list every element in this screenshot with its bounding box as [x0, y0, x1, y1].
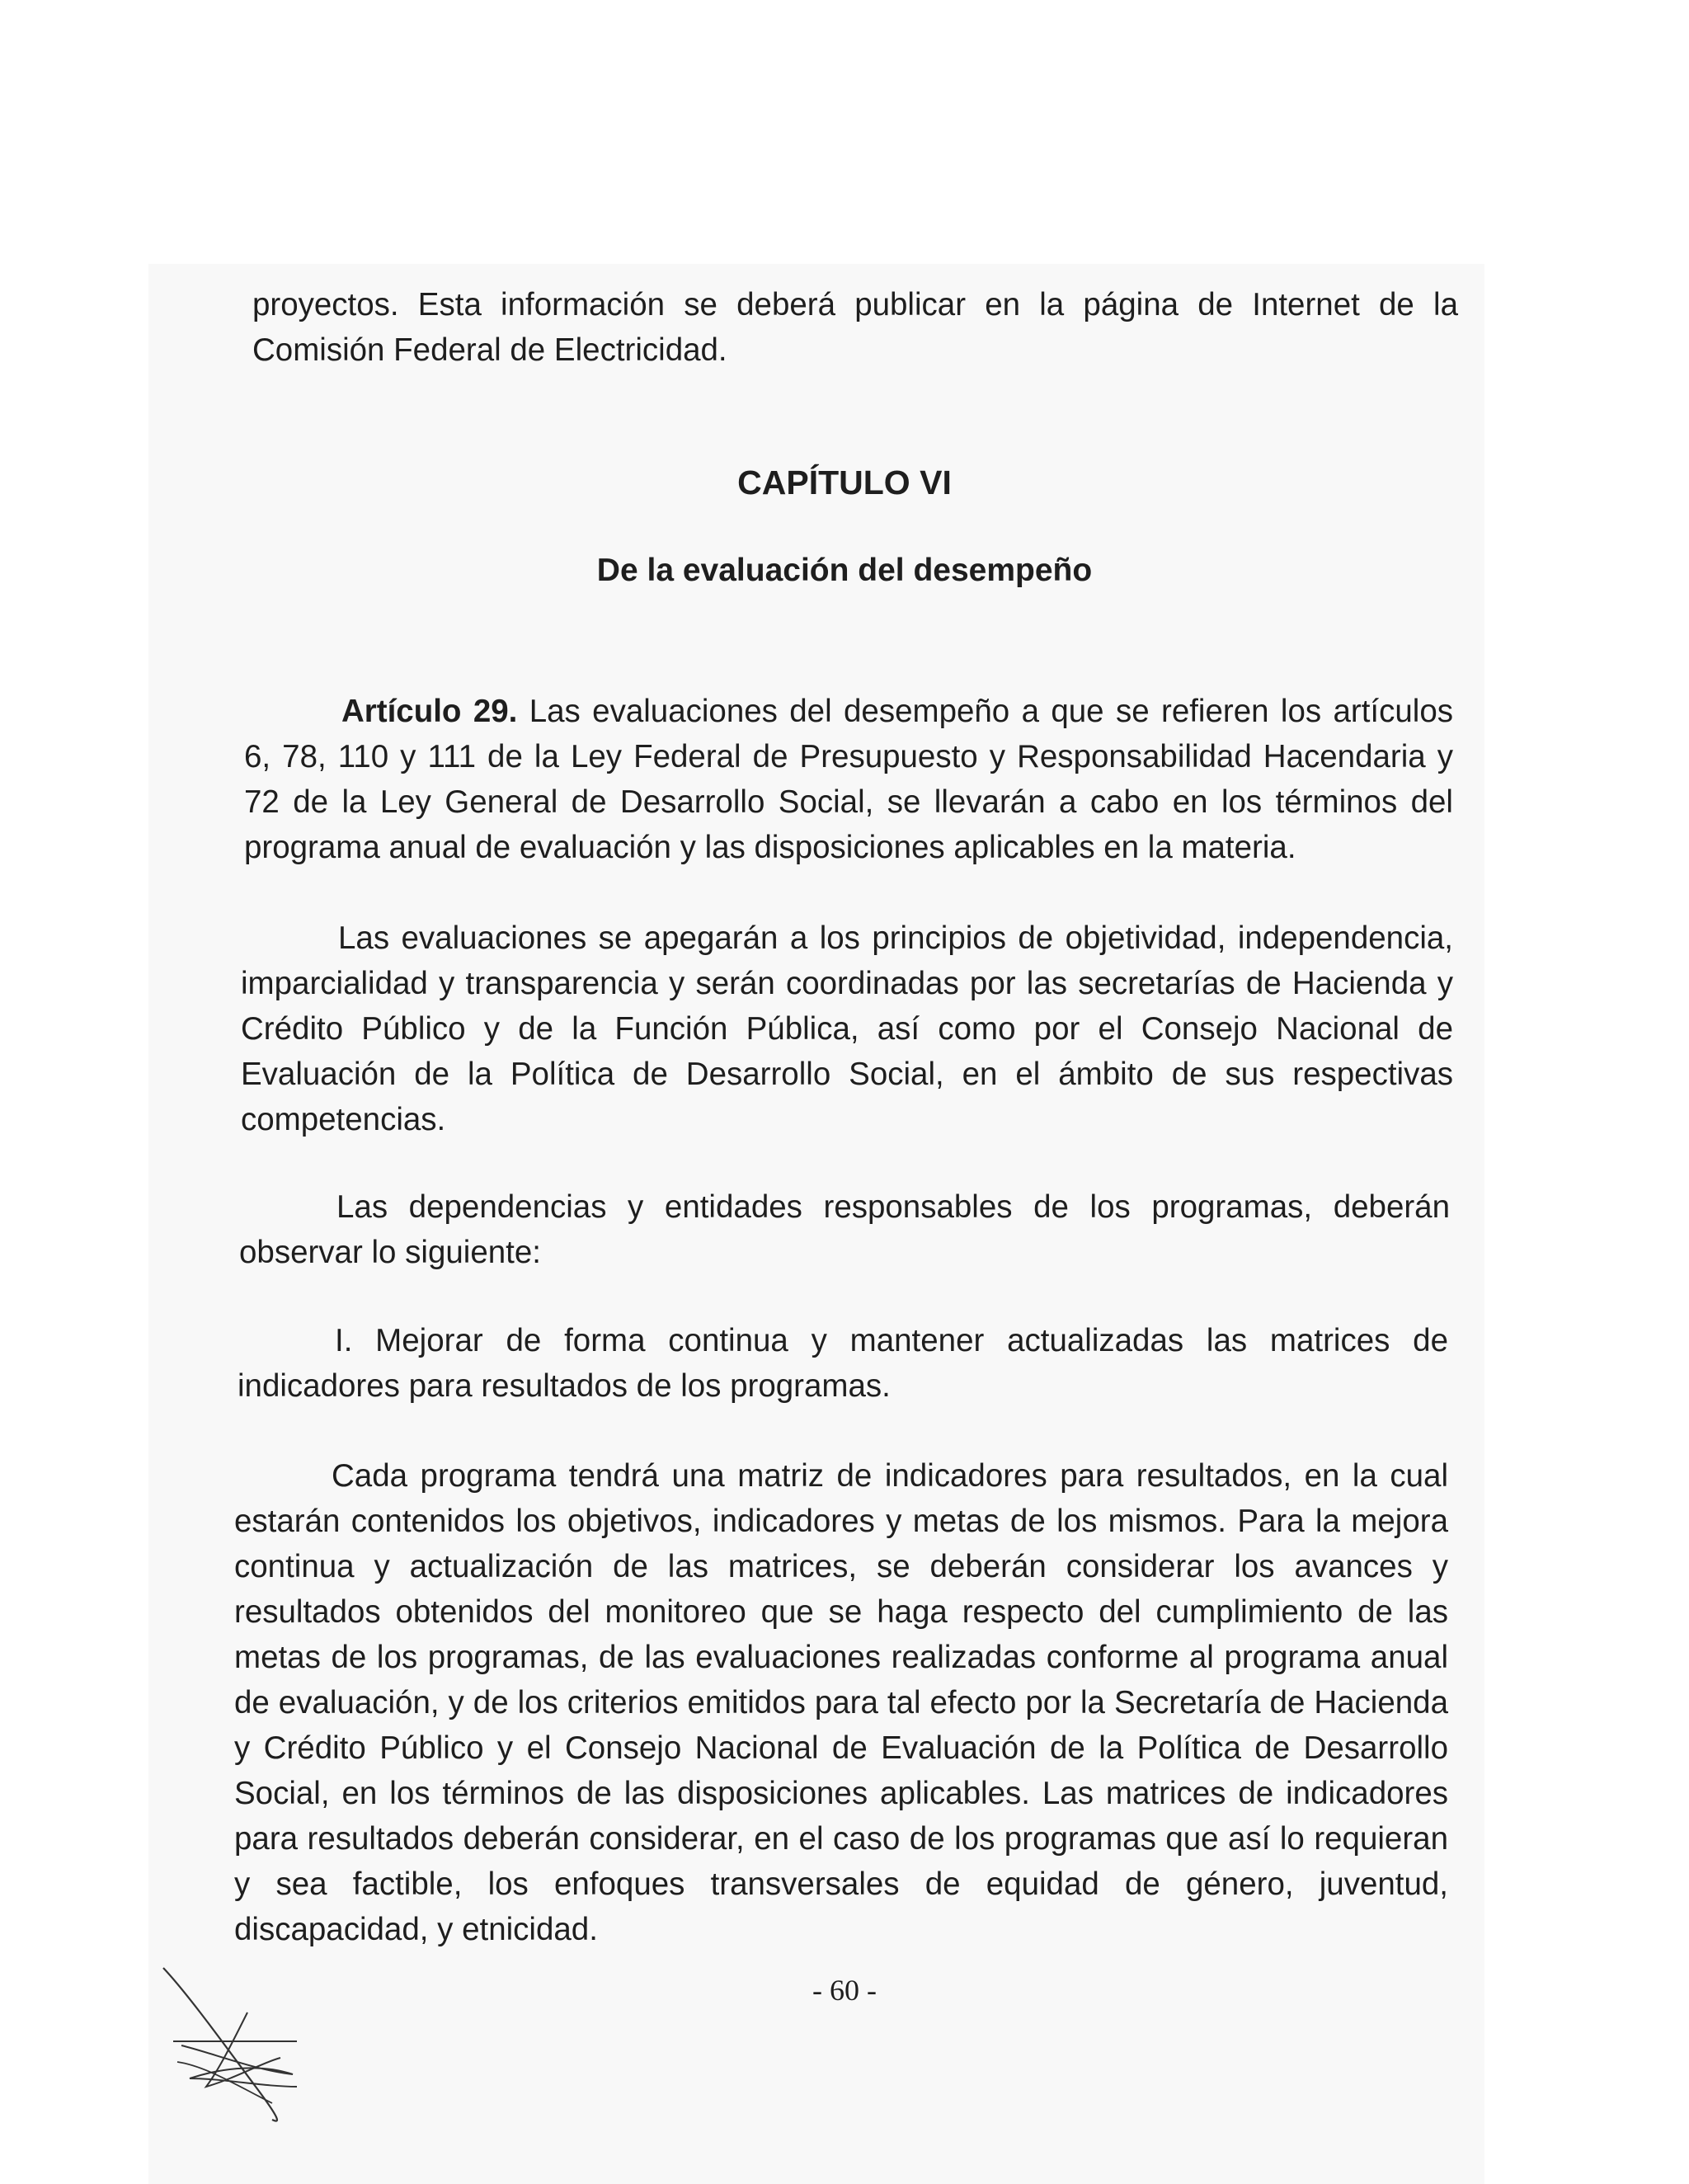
article-text: Las evaluaciones del desempeño a que se refieren los artículos 6, 78, 110 y 111 de la Ley Federal de Presupuesto y Responsabilidad Hacendaria y 72 de la Ley General de Desarrollo Social, se llevarán a cabo en los términos del programa anual de evaluación y las disposiciones aplicables en la materia. — [244, 694, 1453, 865]
article-label: Artículo 29. — [341, 694, 518, 729]
paragraph-principles: Las evaluaciones se apegarán a los principios de objetividad, independencia, imparcialidad y transparencia y serán coordinadas por las secretarías de Hacienda y Crédito Público y de la Función Pública, así como por el Consejo Nacional de Evaluación de la Política de Desarrollo Social, en el ámbito de sus respectivas competencias. — [241, 920, 1453, 1137]
list-item-i: I. Mejorar de forma continua y mantener actualizadas las matrices de indicadores para resultados de los programas. — [238, 1323, 1448, 1404]
article-29-paragraph — [244, 689, 1453, 870]
signature-icon — [157, 1963, 330, 2128]
paragraph-obligations: Las dependencias y entidades responsables de los programas, deberán observar lo siguiente: — [239, 1189, 1450, 1270]
chapter-subtitle: De la evaluación del desempeño — [596, 553, 1093, 588]
chapter-title: CAPÍTULO VI — [737, 464, 952, 501]
paragraph-matrix: Cada programa tendrá una matriz de indicadores para resultados, en la cual estarán contenidos los objetivos, indicadores y metas de los mismos. Para la mejora continua y actualización de las matrices, se deberán considerar los avances y resultados obtenidos del monitoreo que se haga respecto del cumplimiento de las metas de los programas, de las evaluaciones realizadas conforme al programa anual de evaluación, y de los criterios emitidos para tal efecto por la Secretaría de Hacienda y Crédito Público y el Consejo Nacional de Evaluación de la Política de Desarrollo Social, en los términos de las disposiciones aplicables. Las matrices de indicadores para resultados deberán considerar, en el caso de los programas que así lo requieran y sea factible, los enfoques transversales de equidad de género, juventud, discapacidad, y etnicidad. — [234, 1458, 1448, 1947]
intro-paragraph: proyectos. Esta información se deberá publicar en la página de Internet de la Comisión Federal de Electricidad. — [252, 287, 1458, 368]
page-number: - 60 - — [812, 1974, 877, 2007]
